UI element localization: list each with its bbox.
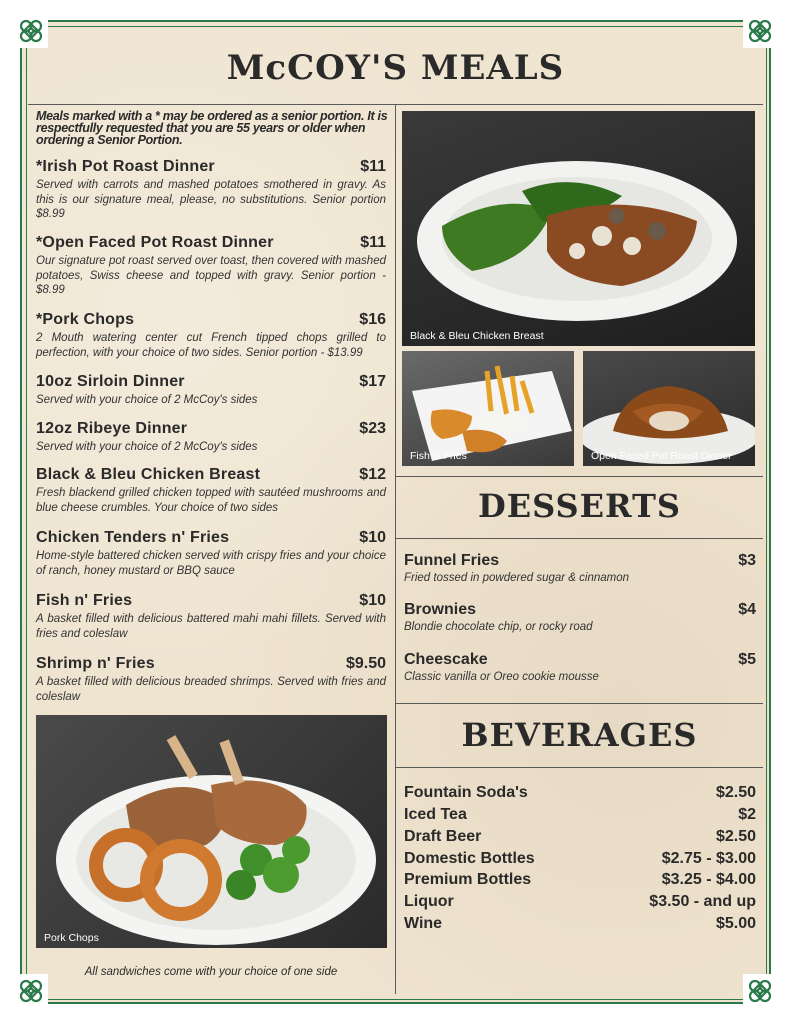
item-name: *Irish Pot Roast Dinner bbox=[36, 158, 215, 175]
item-description: Fried tossed in powdered sugar & cinnamon bbox=[404, 572, 630, 584]
item-price: $3.25 - $4.00 bbox=[661, 871, 756, 888]
item-price: $4 bbox=[738, 601, 756, 618]
food-illustration bbox=[402, 111, 755, 346]
menu-item bbox=[36, 592, 386, 641]
item-name: Iced Tea bbox=[404, 806, 467, 823]
item-price: $2.50 bbox=[715, 828, 756, 845]
item-price: $9.50 bbox=[345, 655, 386, 672]
desserts-top-divider bbox=[396, 476, 763, 477]
item-price: $10 bbox=[359, 529, 386, 546]
item-name: 10oz Sirloin Dinner bbox=[36, 373, 185, 390]
item-name: Draft Beer bbox=[404, 828, 482, 845]
beverage-item bbox=[404, 893, 756, 911]
item-price: $11 bbox=[360, 234, 386, 251]
dessert-item bbox=[404, 552, 756, 584]
item-name: Wine bbox=[404, 915, 443, 932]
item-name: Liquor bbox=[404, 893, 454, 910]
item-price: $23 bbox=[359, 420, 386, 437]
pot-roast-photo bbox=[583, 351, 755, 466]
sandwich-footer-note: All sandwiches come with your choice of one side bbox=[84, 966, 338, 978]
fish-fries-photo bbox=[402, 351, 574, 466]
item-description: Blondie chocolate chip, or rocky road bbox=[404, 621, 593, 633]
menu-item bbox=[36, 420, 386, 455]
desserts-title-divider bbox=[396, 538, 763, 539]
item-price: $3 bbox=[738, 552, 756, 569]
item-name: Cheescake bbox=[404, 651, 488, 668]
celtic-knot-icon bbox=[743, 14, 777, 48]
item-name: Black & Bleu Chicken Breast bbox=[36, 466, 261, 483]
beverage-item bbox=[404, 784, 756, 802]
item-name: Brownies bbox=[404, 601, 477, 618]
photo-caption: Black & Bleu Chicken Breast bbox=[410, 330, 544, 342]
item-price: $16 bbox=[359, 311, 386, 328]
menu-item bbox=[36, 466, 386, 515]
celtic-knot-icon bbox=[14, 14, 48, 48]
item-name: Fountain Soda's bbox=[404, 784, 528, 801]
column-divider bbox=[395, 104, 396, 994]
item-price: $17 bbox=[359, 373, 386, 390]
food-illustration bbox=[402, 351, 574, 466]
item-price: $5.00 bbox=[715, 915, 756, 932]
menu-item bbox=[36, 234, 386, 298]
beverage-item bbox=[404, 828, 756, 846]
item-name: Shrimp n' Fries bbox=[36, 655, 155, 672]
item-description: A basket filled with delicious battered mahi mahi fillets. Served with fries and coleslaw bbox=[36, 613, 386, 640]
item-price: $11 bbox=[360, 158, 386, 175]
celtic-knot-icon bbox=[14, 974, 48, 1008]
item-price: $10 bbox=[359, 592, 386, 609]
item-price: $2 bbox=[738, 806, 756, 823]
item-description: Served with carrots and mashed potatoes smothered in gravy. As this is our signature meal, please, no substitutions. Senior portion $8.99 bbox=[36, 179, 386, 220]
beverage-item bbox=[404, 915, 756, 933]
page-title: McCOY'S MEALS bbox=[226, 48, 565, 88]
beverages-title-divider bbox=[396, 767, 763, 768]
item-price: $2.75 - $3.00 bbox=[661, 850, 756, 867]
item-price: $3.50 - and up bbox=[649, 893, 756, 910]
item-description: Home-style battered chicken served with crispy fries and your choice of ranch, honey mustard or BBQ sauce bbox=[36, 550, 386, 577]
menu-item bbox=[36, 655, 386, 704]
item-price: $2.50 bbox=[715, 784, 756, 801]
menu-item bbox=[36, 158, 386, 222]
senior-portion-note: Meals marked with a * may be ordered as a senior portion. It is respectfully requested that you are 55 years or older when ordering a Senior Portion. bbox=[36, 109, 388, 147]
dessert-item bbox=[404, 651, 756, 683]
chicken-breast-photo bbox=[402, 111, 755, 346]
dessert-item bbox=[404, 601, 756, 633]
item-name: 12oz Ribeye Dinner bbox=[36, 420, 188, 437]
item-name: Premium Bottles bbox=[404, 871, 532, 888]
item-name: Fish n' Fries bbox=[36, 592, 133, 609]
item-price: $5 bbox=[738, 651, 756, 668]
item-name: *Open Faced Pot Roast Dinner bbox=[36, 234, 274, 251]
item-description: Served with your choice of 2 McCoy's sides bbox=[36, 394, 258, 406]
item-name: Funnel Fries bbox=[404, 552, 500, 569]
photo-caption: Open Faced Pot Roast Dinner bbox=[591, 450, 732, 462]
item-description: Served with your choice of 2 McCoy's sides bbox=[36, 441, 258, 453]
food-illustration bbox=[583, 351, 755, 466]
item-description: Classic vanilla or Oreo cookie mousse bbox=[404, 671, 599, 683]
beverages-title: BEVERAGES bbox=[461, 716, 698, 754]
beverage-item bbox=[404, 806, 756, 824]
item-price: $12 bbox=[359, 466, 386, 483]
item-description: 2 Mouth watering center cut French tipped chops grilled to perfection, with your choice of two sides. Senior portion - $13.99 bbox=[36, 332, 386, 359]
menu-item bbox=[36, 311, 386, 360]
menu-item bbox=[36, 373, 386, 408]
item-description: A basket filled with delicious breaded shrimps. Served with fries and coleslaw bbox=[36, 676, 386, 703]
beverage-item bbox=[404, 871, 756, 889]
desserts-title: DESSERTS bbox=[478, 487, 681, 525]
item-name: Domestic Bottles bbox=[404, 850, 535, 867]
item-description: Our signature pot roast served over toast, then covered with mashed potatoes, Swiss cheese and topped with gravy. Senior portion - $8.99 bbox=[36, 255, 386, 296]
item-name: *Pork Chops bbox=[36, 311, 135, 328]
menu-item bbox=[36, 529, 386, 578]
photo-caption: Fish n' Fries bbox=[410, 450, 467, 462]
beverages-top-divider bbox=[396, 703, 763, 704]
food-illustration bbox=[36, 715, 387, 948]
item-name: Chicken Tenders n' Fries bbox=[36, 529, 230, 546]
item-description: Fresh blackend grilled chicken topped with sautéed mushrooms and blue cheese crumbles. Your choice of two sides bbox=[36, 487, 386, 514]
celtic-knot-icon bbox=[743, 974, 777, 1008]
photo-caption: Pork Chops bbox=[44, 932, 99, 944]
pork-chops-photo bbox=[36, 715, 387, 948]
beverage-item bbox=[404, 850, 756, 868]
